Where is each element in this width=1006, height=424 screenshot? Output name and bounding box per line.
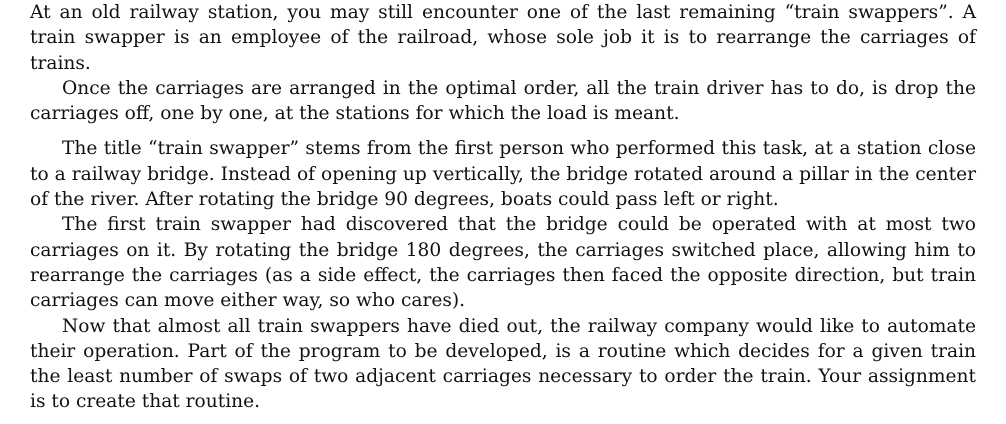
paragraph-assignment: Now that almost all train swappers have died out, the railway company would like to automate their operation. Part of the program to be developed, is a routine which decides for a given train the least number of swaps of two adjacent carriages necessary to order the train. Your assignment is to create that routine.	[30, 315, 976, 413]
paragraph-optimal-order: Once the carriages are arranged in the optimal order, all the train driver has to do, is drop the carriages off, one by one, at the stations for which the load is meant.	[30, 77, 976, 125]
paragraph-intro: At an old railway station, you may still encounter one of the last remaining “train swappers”. A train swapper is an employee of the railroad, whose sole job it is to rearrange the carriages of trains.	[30, 2, 976, 74]
problem-statement	[30, 0, 976, 415]
paragraph-first-swapper: The first train swapper had discovered that the bridge could be operated with at most two carriages on it. By rotating the bridge 180 degrees, the carriages switched place, allowing him to rearrange the carriages (as a side effect, the carriages then faced the opposite direction, but train carriages can move either way, so who cares).	[30, 214, 976, 312]
paragraph-title-origin: The title “train swapper” stems from the first person who performed this task, at a station close to a railway bridge. Instead of opening up vertically, the bridge rotated around a pillar in the center of the river. After rotating the bridge 90 degrees, boats could pass left or right.	[30, 138, 976, 211]
